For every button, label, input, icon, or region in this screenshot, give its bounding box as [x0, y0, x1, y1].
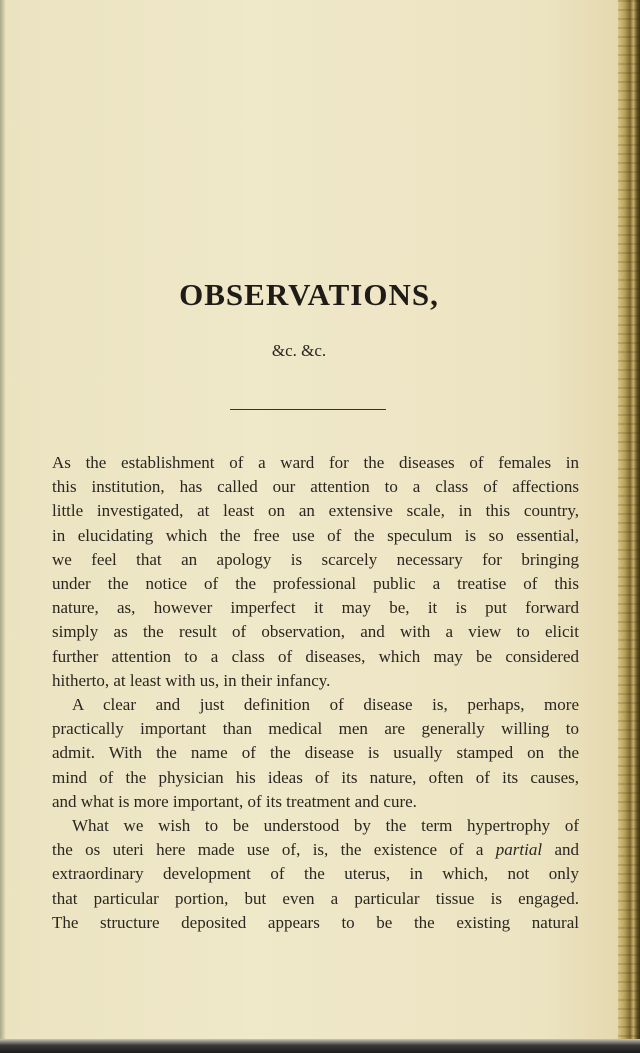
- text-line: further attention to a class of diseases, which may be considered: [52, 646, 579, 666]
- page-bottom-edge: [0, 1039, 640, 1053]
- text-line: under the notice of the professional public a treatise of this: [52, 574, 579, 594]
- text-line: What we wish to be understood by the term hypertrophy of: [72, 816, 579, 836]
- text-line: practically important than medical men are generally willing to: [52, 719, 579, 739]
- page-subtitle: &c. &c.: [271, 341, 327, 360]
- body-text: [52, 451, 579, 935]
- page-title: OBSERVATIONS,: [179, 277, 439, 312]
- text-line: hitherto, at least with us, in their infancy.: [52, 670, 331, 690]
- text-line: nature, as, however imperfect it may be, it is put forward: [52, 598, 579, 618]
- text-line: this institution, has called our attention to a class of affections: [52, 477, 579, 497]
- title-divider: [230, 409, 386, 410]
- text-line: and what is more important, of its treatment and cure.: [52, 791, 417, 811]
- text-line: The structure deposited appears to be the existing natural: [52, 912, 579, 932]
- text-line: that particular portion, but even a particular tissue is engaged.: [52, 888, 579, 908]
- text-line: As the establishment of a ward for the diseases of females in: [52, 453, 579, 472]
- text-line: extraordinary development of the uterus, in which, not only: [52, 864, 579, 884]
- text-line: simply as the result of observation, and with a view to elicit: [52, 622, 579, 642]
- text-line: the os uteri here made use of, is, the existence of a partial and: [52, 840, 579, 860]
- book-spine-texture: [618, 0, 640, 1053]
- text-line: admit. With the name of the disease is usually stamped on the: [52, 743, 579, 763]
- text-line: we feel that an apology is scarcely necessary for bringing: [52, 549, 579, 569]
- text-line: A clear and just definition of disease is, perhaps, more: [72, 695, 579, 715]
- text-line: in elucidating which the free use of the speculum is so essential,: [52, 525, 579, 545]
- italic-word: partial: [495, 840, 543, 860]
- text-line: mind of the physician his ideas of its nature, often of its causes,: [52, 767, 579, 787]
- text-line: little investigated, at least on an extensive scale, in this country,: [52, 501, 579, 521]
- page-left-edge: [0, 0, 6, 1053]
